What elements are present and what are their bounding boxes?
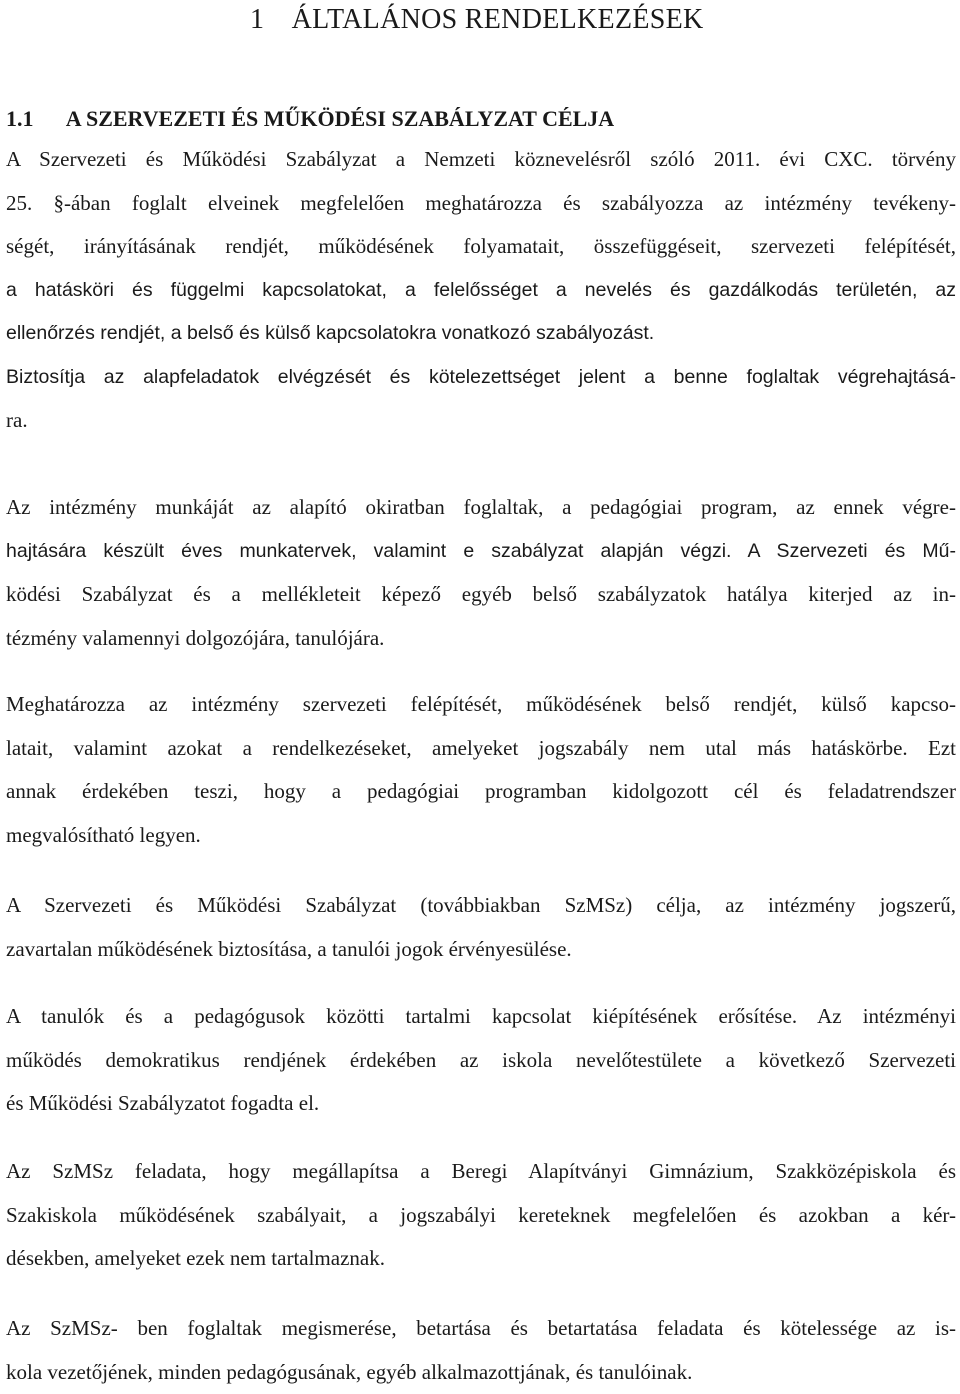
paragraph-task (6, 1150, 956, 1281)
paragraph-line: A tanulók és a pedagógusok közötti tartalmi kapcsolat kiépítésének erősítése. Az intézményi (6, 995, 956, 1039)
paragraph-line: ellenőrzés rendjét, a belső és külső kapcsolatokra vonatkozó szabályozást. (6, 312, 956, 356)
paragraph-line: hajtására készült éves munkatervek, valamint e szabályzat alapján végzi. A Szervezeti és Mű- (6, 530, 956, 574)
paragraph-line: 25. §-ában foglalt elveinek megfelelően meghatározza és szabályozza az intézmény tevékeny- (6, 182, 956, 226)
paragraph-line: zavartalan működésének biztosítása, a tanulói jogok érvényesülése. (6, 928, 956, 972)
chapter-number: 1 (250, 4, 264, 35)
paragraph-line: és Működési Szabályzatot fogadta el. (6, 1082, 956, 1126)
chapter-title: ÁLTALÁNOS RENDELKEZÉSEK (292, 4, 704, 35)
paragraph-scope (6, 486, 956, 660)
section-heading (6, 106, 614, 132)
paragraph-line: Meghatározza az intézmény szervezeti felépítését, működésének belső rendjét, külső kapcso- (6, 683, 956, 727)
paragraph-line: Szakiskola működésének szabályait, a jogszabályi kereteknek megfelelően és azokban a kér- (6, 1194, 956, 1238)
paragraph-obligation (6, 1307, 956, 1394)
paragraph-line: latait, valamint azokat a rendelkezéseket, amelyeket jogszabály nem utal más hatáskörbe. Ezt (6, 727, 956, 771)
paragraph-line: működés demokratikus rendjének érdekében az iskola nevelőtestülete a következő Szervezeti (6, 1039, 956, 1083)
paragraph-line: a hatásköri és függelmi kapcsolatokat, a felelősséget a nevelés és gazdálkodás területén, az (6, 269, 956, 313)
paragraph-line: ra. (6, 399, 956, 443)
paragraph-relations (6, 995, 956, 1126)
paragraph-line: ködési Szabályzat és a mellékleteit képező egyéb belső szabályzatok hatálya kiterjed az in- (6, 573, 956, 617)
paragraph-line: kola vezetőjének, minden pedagógusának, egyéb alkalmazottjának, és tanulóinak. (6, 1351, 956, 1394)
paragraph-line: A Szervezeti és Működési Szabályzat a Nemzeti köznevelésről szóló 2011. évi CXC. törvény (6, 138, 956, 182)
section-number: 1.1 (6, 106, 34, 131)
paragraph-goal (6, 884, 956, 971)
paragraph-structure (6, 683, 956, 857)
paragraph-line: ségét, irányításának rendjét, működésének folyamatait, összefüggéseit, szervezeti felépítését, (6, 225, 956, 269)
paragraph-line: Biztosítja az alapfeladatok elvégzését és kötelezettséget jelent a benne foglaltak végrehajtásá- (6, 356, 956, 400)
paragraph-purpose (6, 138, 956, 443)
chapter-heading (250, 4, 704, 36)
paragraph-line: A Szervezeti és Működési Szabályzat (továbbiakban SzMSz) célja, az intézmény jogszerű, (6, 884, 956, 928)
paragraph-line: Az intézmény munkáját az alapító okiratban foglaltak, a pedagógiai program, az ennek végre- (6, 486, 956, 530)
paragraph-line: annak érdekében teszi, hogy a pedagógiai programban kidolgozott cél és feladatrendszer (6, 770, 956, 814)
section-title: A SZERVEZETI ÉS MŰKÖDÉSI SZABÁLYZAT CÉLJA (66, 106, 614, 131)
paragraph-line: tézmény valamennyi dolgozójára, tanulójára. (6, 617, 956, 661)
paragraph-line: Az SzMSz feladata, hogy megállapítsa a Beregi Alapítványi Gimnázium, Szakközépiskola és (6, 1150, 956, 1194)
paragraph-line: Az SzMSz- ben foglaltak megismerése, betartása és betartatása feladata és kötelessége az is- (6, 1307, 956, 1351)
paragraph-line: megvalósítható legyen. (6, 814, 956, 858)
paragraph-line: désekben, amelyeket ezek nem tartalmaznak. (6, 1237, 956, 1281)
